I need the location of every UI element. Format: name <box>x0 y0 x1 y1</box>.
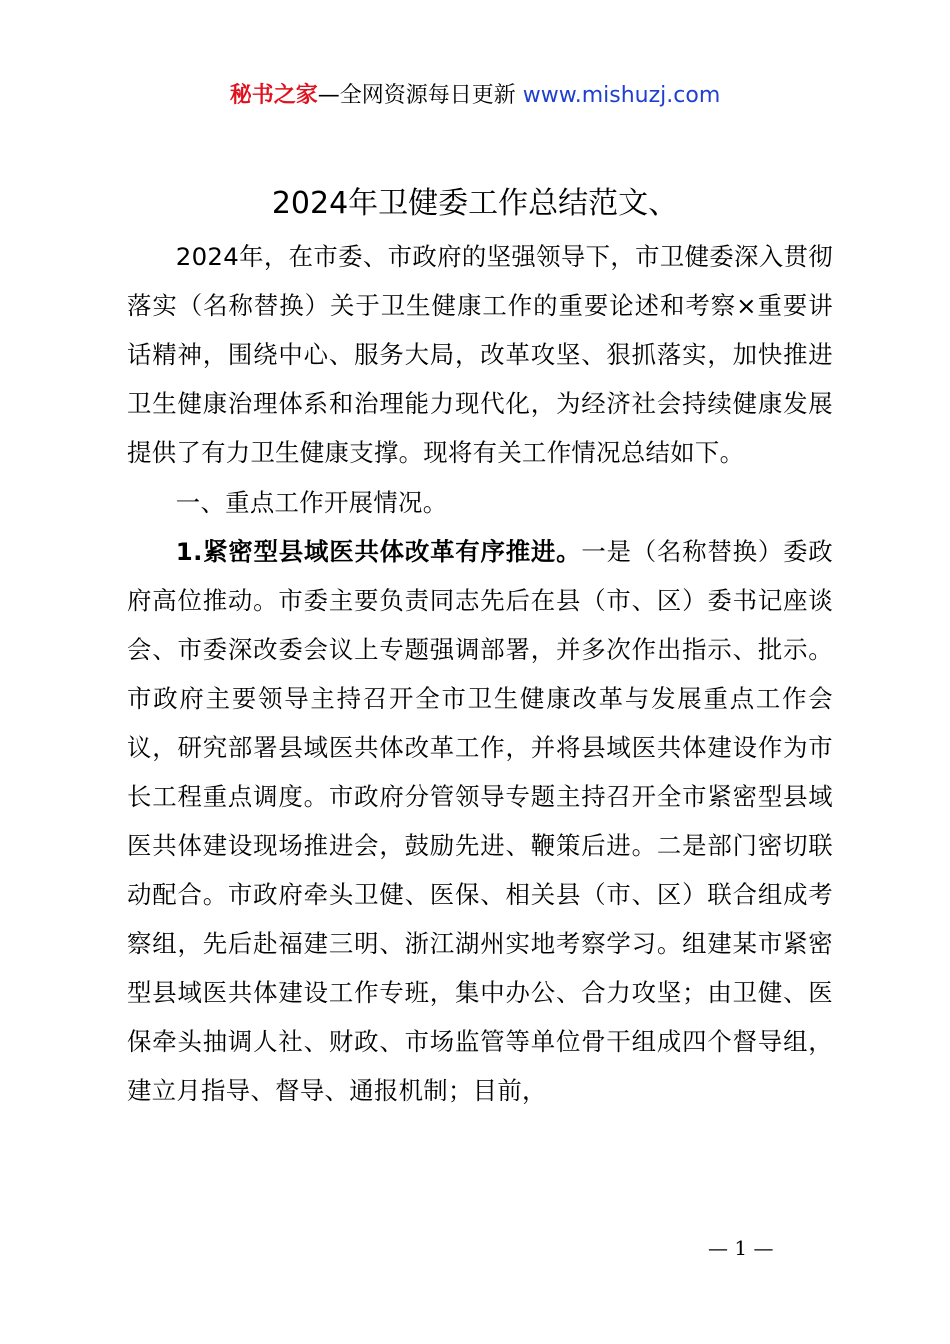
section-heading: 一、重点工作开展情况。 <box>175 488 448 517</box>
document-body <box>127 232 833 1115</box>
site-url-link[interactable]: www.mishuzj.com <box>522 83 721 108</box>
page-number: — 1 — <box>708 1236 774 1260</box>
site-banner <box>0 80 950 112</box>
site-tagline: —全网资源每日更新 <box>317 83 523 108</box>
item-paragraph <box>127 527 833 1115</box>
site-brand: 秘书之家 <box>229 83 318 108</box>
document-title: 2024年卫健委工作总结范文、 <box>271 186 679 221</box>
item-title: 1.紧密型县域医共体改革有序推进。 <box>175 537 582 566</box>
item-body: 一是（名称替换）委政府高位推动。市委主要负责同志先后在县（市、区）委书记座谈会、市委深改委会议上专题强调部署，并多次作出指示、批示。市政府主要领导主持召开全市卫生健康改革与发展重点工作会议，研究部署县域医共体改革工作，并将县域医共体建设作为市长工程重点调度。市政府分管领导专题主持召开全市紧密型县域医共体建设现场推进会，鼓励先进、鞭策后进。二是部门密切联动配合。市政府牵头卫健、医保、相关县（市、区）联合组成考察组，先后赴福建三明、浙江湖州实地考察学习。组建某市紧密型县域医共体建设工作专班，集中办公、合力攻坚；由卫健、医保牵头抽调人社、财政、市场监管等单位骨干组成四个督导组，建立月指导、督导、通报机制；目前， <box>127 537 833 1105</box>
intro-paragraph: 2024年，在市委、市政府的坚强领导下，市卫健委深入贯彻落实（名称替换）关于卫生健康工作的重要论述和考察×重要讲话精神，围绕中心、服务大局，改革攻坚、狠抓落实，加快推进卫生健康治理体系和治理能力现代化，为经济社会持续健康发展提供了有力卫生健康支撑。现将有关工作情况总结如下。 <box>127 242 833 467</box>
